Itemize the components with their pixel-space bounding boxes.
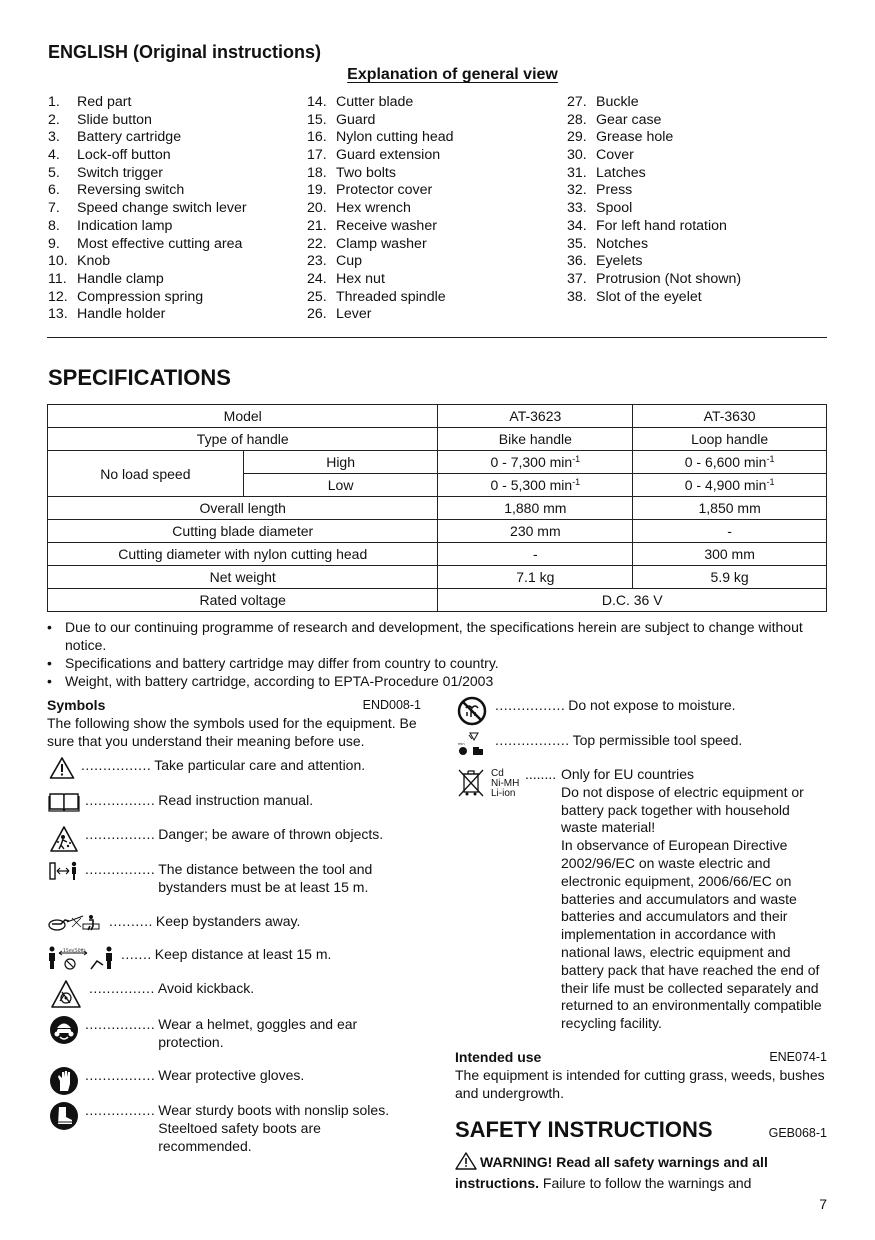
part-number: 30.: [567, 147, 587, 164]
part-label: Handle clamp: [77, 270, 164, 287]
part-number: 28.: [567, 111, 587, 128]
part-list-item: [567, 289, 741, 307]
part-list-item: [307, 112, 454, 130]
part-number: 21.: [307, 217, 327, 234]
part-number: 24.: [307, 270, 327, 287]
part-list-item: [48, 165, 247, 183]
part-number: 3.: [48, 129, 60, 146]
part-number: 8.: [48, 217, 60, 234]
protective-gloves-icon: [47, 1066, 81, 1096]
specifications-table: [47, 404, 827, 612]
part-list-item: [48, 129, 247, 147]
table-cell: AT-3630: [633, 405, 827, 428]
symbol-row: .......... Keep bystanders away.: [47, 912, 300, 932]
part-list-item: [307, 94, 454, 112]
part-label: Buckle: [596, 94, 639, 110]
table-cell: D.C. 36 V: [438, 589, 827, 612]
part-list-item: [567, 165, 741, 183]
part-list-item: [307, 236, 454, 254]
part-list-item: [48, 289, 247, 307]
instruction-manual-icon: [47, 791, 81, 813]
part-number: 7.: [48, 200, 60, 217]
table-cell: Overall length: [48, 497, 438, 520]
part-list-item: [48, 200, 247, 218]
part-label: Lock-off button: [77, 147, 171, 164]
specification-notes: [47, 618, 832, 690]
keep-distance-icon: [47, 945, 117, 971]
part-label: Red part: [77, 94, 132, 110]
part-list-item: [307, 218, 454, 236]
part-label: Battery cartridge: [77, 129, 182, 146]
part-list-item: [307, 165, 454, 183]
part-label: Slide button: [77, 111, 152, 128]
symbols-code: END008-1: [362, 698, 421, 712]
symbol-row: ................ Wear protective gloves.: [47, 1066, 304, 1096]
part-list-item: [307, 129, 454, 147]
part-label: Latches: [596, 164, 646, 181]
table-cell: Cutting diameter with nylon cutting head: [48, 543, 438, 566]
part-label: Slot of the eyelet: [596, 288, 702, 305]
eu-icon-label: Ni-MH: [491, 778, 520, 789]
no-moisture-icon: [455, 696, 489, 726]
table-cell: Low: [243, 474, 438, 497]
part-list-item: [48, 271, 247, 289]
part-label: Hex wrench: [336, 200, 411, 217]
crossed-bin-icon: [456, 767, 486, 800]
part-list-item: [567, 218, 741, 236]
intended-use-code: ENE074-1: [769, 1050, 827, 1064]
symbols-section: [47, 697, 421, 750]
part-label: Lever: [336, 306, 372, 323]
part-label: Speed change switch lever: [77, 200, 247, 217]
tool-speed-icon: [455, 731, 489, 757]
part-list-item: [567, 182, 741, 200]
table-cell: Loop handle: [633, 428, 827, 451]
table-cell: 0 - 6,600 $\min^{-1}$: [633, 451, 827, 474]
part-number: 36.: [567, 253, 587, 270]
part-number: 2.: [48, 111, 60, 128]
part-list-item: [48, 253, 247, 271]
part-number: 23.: [307, 253, 327, 270]
part-number: 38.: [567, 288, 587, 305]
part-list-item: [307, 182, 454, 200]
part-label: Eyelets: [596, 253, 643, 270]
safety-title: SAFETY INSTRUCTIONS: [455, 1117, 713, 1142]
part-number: 15.: [307, 111, 327, 128]
safety-boots-icon: [47, 1101, 81, 1155]
part-number: 5.: [48, 164, 60, 181]
part-number: 1.: [48, 94, 60, 110]
part-label: Guard: [336, 111, 376, 128]
part-number: 32.: [567, 182, 587, 199]
table-cell: -: [438, 543, 633, 566]
table-cell: Bike handle: [438, 428, 633, 451]
eu-dots: ........: [525, 766, 557, 782]
kickback-warning-icon: [47, 979, 85, 1009]
part-label: Threaded spindle: [336, 288, 446, 305]
part-label: Cover: [596, 147, 634, 164]
part-number: 17.: [307, 147, 327, 164]
table-cell: Type of handle: [48, 428, 438, 451]
part-list-item: [307, 289, 454, 307]
symbol-row: min ................. Top permissible tool speed.: [455, 731, 742, 757]
eu-body-directive: In observance of European Directive 2002/96/EC on waste electric and electronic equipment, 2006/66/EC on batteries and accumulators and waste batteries and accumulators and their implementation in accordance with national laws, electric equipment and battery pack that have reached the end of their life must be collected separately and returned to an environmentally compatible recycling facility.: [561, 837, 822, 1032]
part-label: Reversing switch: [77, 182, 185, 199]
symbol-row: 15m(50ft) ....... Keep distance at least 15 m.: [47, 945, 331, 971]
note-item: • Specifications and battery cartridge may differ from country to country.: [47, 654, 832, 672]
part-list-item: [567, 200, 741, 218]
part-list-item: [48, 236, 247, 254]
part-label: Knob: [77, 253, 111, 270]
warning-triangle-icon: [455, 1152, 477, 1174]
parts-list-col-1: [48, 94, 247, 324]
part-list-item: [567, 112, 741, 130]
part-label: Protector cover: [336, 182, 433, 199]
table-cell: Cutting blade diameter: [48, 520, 438, 543]
part-number: 26.: [307, 306, 327, 323]
table-row: [48, 589, 827, 612]
part-number: 9.: [48, 235, 60, 252]
helmet-goggles-ear-icon: [47, 1015, 81, 1051]
warning-bold-text: WARNING! Read all safety warnings and all instructions.: [455, 1154, 768, 1191]
eu-icon-label: Li-ion: [491, 788, 516, 799]
part-list-item: [48, 182, 247, 200]
table-cell: 7.1 kg: [438, 566, 633, 589]
intended-use-text: The equipment is intended for cutting grass, weeds, bushes and undergrowth.: [455, 1067, 825, 1101]
table-cell: No load speed: [48, 451, 244, 497]
parts-list-col-2: [307, 94, 454, 324]
safety-warning: [455, 1152, 827, 1192]
eu-disposal-symbol: [456, 767, 519, 800]
table-cell: 1,880 mm: [438, 497, 633, 520]
part-number: 19.: [307, 182, 327, 199]
svg-text:15m(50ft): 15m(50ft): [63, 949, 86, 954]
part-label: Spool: [596, 200, 633, 217]
table-cell: High: [243, 451, 438, 474]
eu-icon-label: Cd: [491, 768, 504, 779]
part-list-item: [48, 112, 247, 130]
table-row: [48, 451, 827, 474]
part-label: Most effective cutting area: [77, 235, 243, 252]
part-list-item: [567, 253, 741, 271]
part-label: Guard extension: [336, 147, 441, 164]
part-number: 12.: [48, 288, 68, 305]
part-label: Press: [596, 182, 633, 199]
part-label: For left hand rotation: [596, 217, 727, 234]
symbol-row: ................ Danger; be aware of thrown objects.: [47, 825, 383, 853]
symbols-intro: The following show the symbols used for the equipment. Be sure that you understand their meaning before use.: [47, 715, 417, 749]
part-number: 31.: [567, 164, 587, 181]
language-title: ENGLISH (Original instructions): [48, 42, 322, 62]
part-number: 13.: [48, 306, 68, 323]
part-list-item: [567, 271, 741, 289]
part-label: Nylon cutting head: [336, 129, 454, 146]
part-list-item: [307, 306, 454, 324]
part-list-item: [48, 306, 247, 324]
part-label: Receive washer: [336, 217, 437, 234]
part-list-item: [307, 253, 454, 271]
part-number: 22.: [307, 235, 327, 252]
eu-title: Only for EU countries: [561, 766, 695, 782]
table-cell: 5.9 kg: [633, 566, 827, 589]
symbol-row: ................ Do not expose to moisture.: [455, 696, 736, 726]
symbol-row: ................ The distance between the tool and bystanders must be at least 15 m.: [47, 860, 398, 896]
part-list-item: [48, 94, 247, 112]
part-label: Handle holder: [77, 306, 166, 323]
part-list-item: [567, 147, 741, 165]
part-label: Compression spring: [77, 288, 204, 305]
specifications-title: SPECIFICATIONS: [48, 365, 231, 390]
part-list-item: [307, 271, 454, 289]
part-list-item: [567, 94, 741, 112]
symbol-row: ................ Wear sturdy boots with nonslip soles. Steeltoed safety boots are recommended.: [47, 1101, 408, 1155]
part-list-item: [48, 218, 247, 236]
part-list-item: [567, 129, 741, 147]
table-row: [48, 497, 827, 520]
part-number: 29.: [567, 129, 587, 146]
intended-use-title: Intended use: [455, 1049, 542, 1065]
part-number: 11.: [48, 270, 67, 287]
part-number: 6.: [48, 182, 60, 199]
part-label: Indication lamp: [77, 217, 173, 234]
part-label: Gear case: [596, 111, 662, 128]
part-label: Cup: [336, 253, 363, 270]
table-cell: 0 - 4,900 $\min^{-1}$: [633, 474, 827, 497]
part-number: 34.: [567, 217, 587, 234]
table-cell: Model: [48, 405, 438, 428]
part-number: 37.: [567, 270, 587, 287]
part-label: Protrusion (Not shown): [596, 270, 742, 287]
table-row: [48, 520, 827, 543]
part-number: 20.: [307, 200, 327, 217]
eu-disposal-text: [561, 766, 826, 1033]
note-item: • Weight, with battery cartridge, according to EPTA-Procedure 01/2003: [47, 672, 832, 690]
symbol-row: ................ Wear a helmet, goggles and ear protection.: [47, 1015, 398, 1051]
symbol-row: ................ Read instruction manual.: [47, 791, 313, 813]
part-number: 4.: [48, 147, 60, 164]
keep-bystanders-away-icon: [47, 912, 105, 932]
table-cell: Net weight: [48, 566, 438, 589]
table-row: [48, 405, 827, 428]
intended-use-section: [455, 1048, 827, 1102]
section-divider: [47, 337, 827, 338]
table-cell: 1,850 mm: [633, 497, 827, 520]
warning-triangle-icon: [47, 756, 77, 780]
thrown-objects-icon: [47, 825, 81, 853]
part-label: Cutter blade: [336, 94, 414, 110]
table-row: [48, 566, 827, 589]
part-number: 27.: [567, 94, 587, 110]
part-list-item: [307, 147, 454, 165]
part-number: 33.: [567, 200, 587, 217]
table-cell: 300 mm: [633, 543, 827, 566]
page-number: 7: [819, 1196, 827, 1212]
table-cell: 230 mm: [438, 520, 633, 543]
part-label: Switch trigger: [77, 164, 163, 181]
table-cell: 0 - 7,300 $\min^{-1}$: [438, 451, 633, 474]
table-row: [48, 543, 827, 566]
safety-instructions-header: [455, 1117, 827, 1143]
explanation-title: Explanation of general view: [347, 66, 558, 83]
tool-distance-icon: [47, 860, 81, 896]
table-cell: AT-3623: [438, 405, 633, 428]
parts-list-col-3: [567, 94, 741, 306]
part-number: 14.: [307, 94, 327, 110]
symbol-row: ............... Avoid kickback.: [47, 979, 254, 1009]
part-label: Hex nut: [336, 270, 385, 287]
part-number: 10.: [48, 253, 68, 270]
part-number: 25.: [307, 288, 327, 305]
part-number: 35.: [567, 235, 587, 252]
table-cell: 0 - 5,300 $\min^{-1}$: [438, 474, 633, 497]
part-list-item: [48, 147, 247, 165]
part-number: 18.: [307, 164, 327, 181]
eu-body: Do not dispose of electric equipment or battery pack together with household waste material!: [561, 783, 804, 836]
table-row: [48, 428, 827, 451]
part-list-item: [307, 200, 454, 218]
note-item: • Due to our continuing programme of research and development, the specifications herein are subject to change without notice.: [47, 618, 832, 654]
part-label: Two bolts: [336, 164, 396, 181]
part-list-item: [567, 236, 741, 254]
table-cell: -: [633, 520, 827, 543]
part-label: Notches: [596, 235, 649, 252]
part-label: Grease hole: [596, 129, 674, 146]
table-cell: Rated voltage: [48, 589, 438, 612]
part-number: 16.: [307, 129, 327, 146]
part-label: Clamp washer: [336, 235, 427, 252]
svg-text:min: min: [458, 742, 465, 746]
warning-text: Failure to follow the warnings and: [539, 1175, 752, 1191]
symbols-title: Symbols: [47, 697, 106, 713]
safety-code: GEB068-1: [768, 1126, 827, 1140]
symbol-row: ................ Take particular care and attention.: [47, 756, 365, 780]
